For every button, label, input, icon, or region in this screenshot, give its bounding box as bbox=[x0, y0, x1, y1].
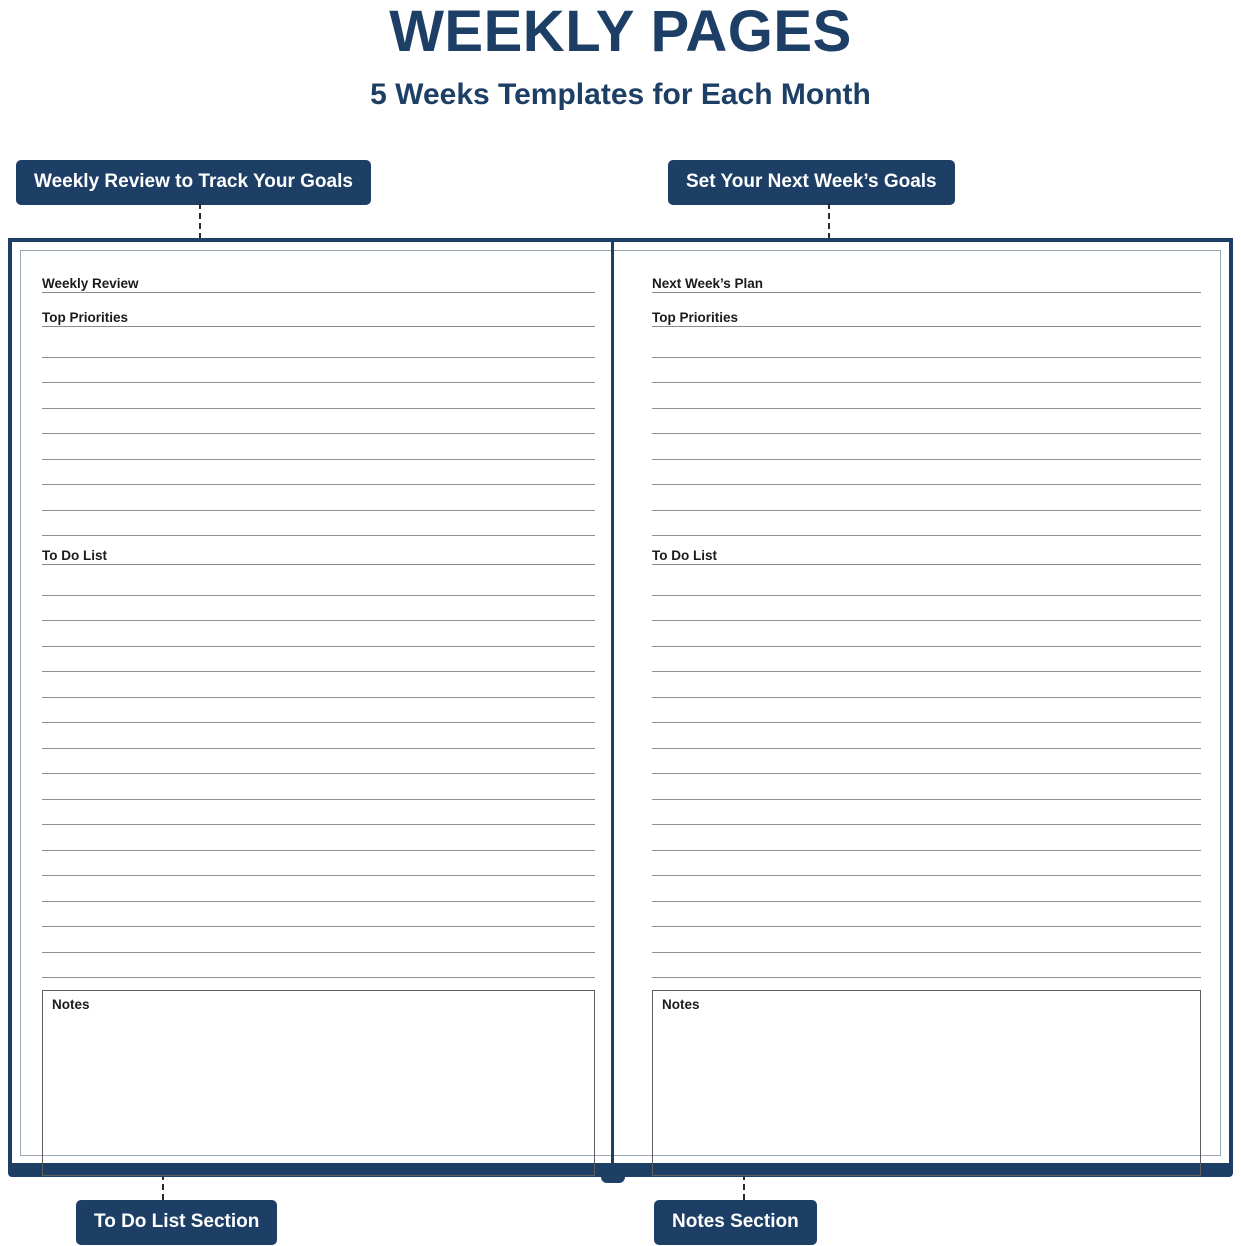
left-page-body bbox=[42, 276, 595, 1142]
write-line[interactable] bbox=[42, 723, 595, 749]
write-line[interactable] bbox=[42, 332, 595, 358]
right-page-title: Next Week’s Plan bbox=[652, 276, 771, 291]
write-line[interactable] bbox=[652, 485, 1201, 511]
spacer bbox=[652, 298, 1201, 310]
write-line[interactable] bbox=[42, 825, 595, 851]
right-top-priorities-rule bbox=[652, 326, 1201, 327]
spacer bbox=[652, 536, 1201, 548]
right-notes-box[interactable] bbox=[652, 990, 1201, 1176]
left-top-priorities-lines bbox=[42, 332, 595, 536]
left-todo-header bbox=[42, 548, 595, 570]
left-todo-lines bbox=[42, 570, 595, 978]
left-todo-rule bbox=[42, 564, 595, 565]
write-line[interactable] bbox=[652, 698, 1201, 724]
right-todo-lines bbox=[652, 570, 1201, 978]
spacer bbox=[652, 978, 1201, 990]
right-todo-label: To Do List bbox=[652, 548, 725, 563]
write-line[interactable] bbox=[652, 825, 1201, 851]
right-top-priorities-label: Top Priorities bbox=[652, 310, 746, 325]
write-line[interactable] bbox=[42, 698, 595, 724]
write-line[interactable] bbox=[42, 774, 595, 800]
write-line[interactable] bbox=[652, 409, 1201, 435]
write-line[interactable] bbox=[652, 621, 1201, 647]
write-line[interactable] bbox=[42, 800, 595, 826]
left-top-priorities-header bbox=[42, 310, 595, 332]
left-page-title-rule bbox=[42, 292, 595, 293]
write-line[interactable] bbox=[652, 332, 1201, 358]
spacer bbox=[42, 536, 595, 548]
write-line[interactable] bbox=[42, 851, 595, 877]
right-page bbox=[622, 238, 1233, 1168]
right-page-title-row bbox=[652, 276, 1201, 298]
page-title: WEEKLY PAGES bbox=[389, 0, 852, 64]
left-page-title-row bbox=[42, 276, 595, 298]
left-top-priorities-rule bbox=[42, 326, 595, 327]
left-top-priorities-label: Top Priorities bbox=[42, 310, 136, 325]
write-line[interactable] bbox=[652, 647, 1201, 673]
spacer bbox=[42, 978, 595, 990]
callout-next-week: Set Your Next Week’s Goals bbox=[668, 160, 955, 205]
write-line[interactable] bbox=[652, 800, 1201, 826]
spacer bbox=[42, 298, 595, 310]
write-line[interactable] bbox=[652, 749, 1201, 775]
write-line[interactable] bbox=[42, 596, 595, 622]
callout-todo-list-section: To Do List Section bbox=[76, 1200, 277, 1245]
write-line[interactable] bbox=[42, 876, 595, 902]
callout-notes-section: Notes Section bbox=[654, 1200, 817, 1245]
write-line[interactable] bbox=[42, 902, 595, 928]
right-todo-rule bbox=[652, 564, 1201, 565]
right-top-priorities-header bbox=[652, 310, 1201, 332]
write-line[interactable] bbox=[42, 647, 595, 673]
write-line[interactable] bbox=[42, 434, 595, 460]
write-line[interactable] bbox=[652, 596, 1201, 622]
write-line[interactable] bbox=[652, 851, 1201, 877]
write-line[interactable] bbox=[42, 621, 595, 647]
callout-weekly-review: Weekly Review to Track Your Goals bbox=[16, 160, 371, 205]
write-line[interactable] bbox=[42, 953, 595, 979]
write-line[interactable] bbox=[652, 902, 1201, 928]
write-line[interactable] bbox=[42, 927, 595, 953]
left-notes-label: Notes bbox=[52, 997, 90, 1012]
write-line[interactable] bbox=[42, 358, 595, 384]
write-line[interactable] bbox=[42, 570, 595, 596]
right-page-body bbox=[652, 276, 1201, 1142]
write-line[interactable] bbox=[652, 570, 1201, 596]
page-subtitle: 5 Weeks Templates for Each Month bbox=[370, 78, 871, 111]
right-page-title-rule bbox=[652, 292, 1201, 293]
notebook-spine bbox=[611, 238, 614, 1168]
write-line[interactable] bbox=[42, 460, 595, 486]
write-line[interactable] bbox=[652, 953, 1201, 979]
write-line[interactable] bbox=[652, 383, 1201, 409]
write-line[interactable] bbox=[652, 358, 1201, 384]
write-line[interactable] bbox=[652, 774, 1201, 800]
write-line[interactable] bbox=[652, 434, 1201, 460]
write-line[interactable] bbox=[42, 749, 595, 775]
write-line[interactable] bbox=[652, 511, 1201, 537]
right-todo-header bbox=[652, 548, 1201, 570]
write-line[interactable] bbox=[42, 672, 595, 698]
write-line[interactable] bbox=[652, 927, 1201, 953]
write-line[interactable] bbox=[652, 672, 1201, 698]
write-line[interactable] bbox=[652, 876, 1201, 902]
right-notes-label: Notes bbox=[662, 997, 700, 1012]
left-page-title: Weekly Review bbox=[42, 276, 147, 291]
left-notes-box[interactable] bbox=[42, 990, 595, 1176]
write-line[interactable] bbox=[42, 511, 595, 537]
write-line[interactable] bbox=[652, 723, 1201, 749]
write-line[interactable] bbox=[652, 460, 1201, 486]
write-line[interactable] bbox=[42, 485, 595, 511]
right-top-priorities-lines bbox=[652, 332, 1201, 536]
write-line[interactable] bbox=[42, 409, 595, 435]
left-todo-label: To Do List bbox=[42, 548, 115, 563]
write-line[interactable] bbox=[42, 383, 595, 409]
left-page bbox=[8, 238, 611, 1168]
